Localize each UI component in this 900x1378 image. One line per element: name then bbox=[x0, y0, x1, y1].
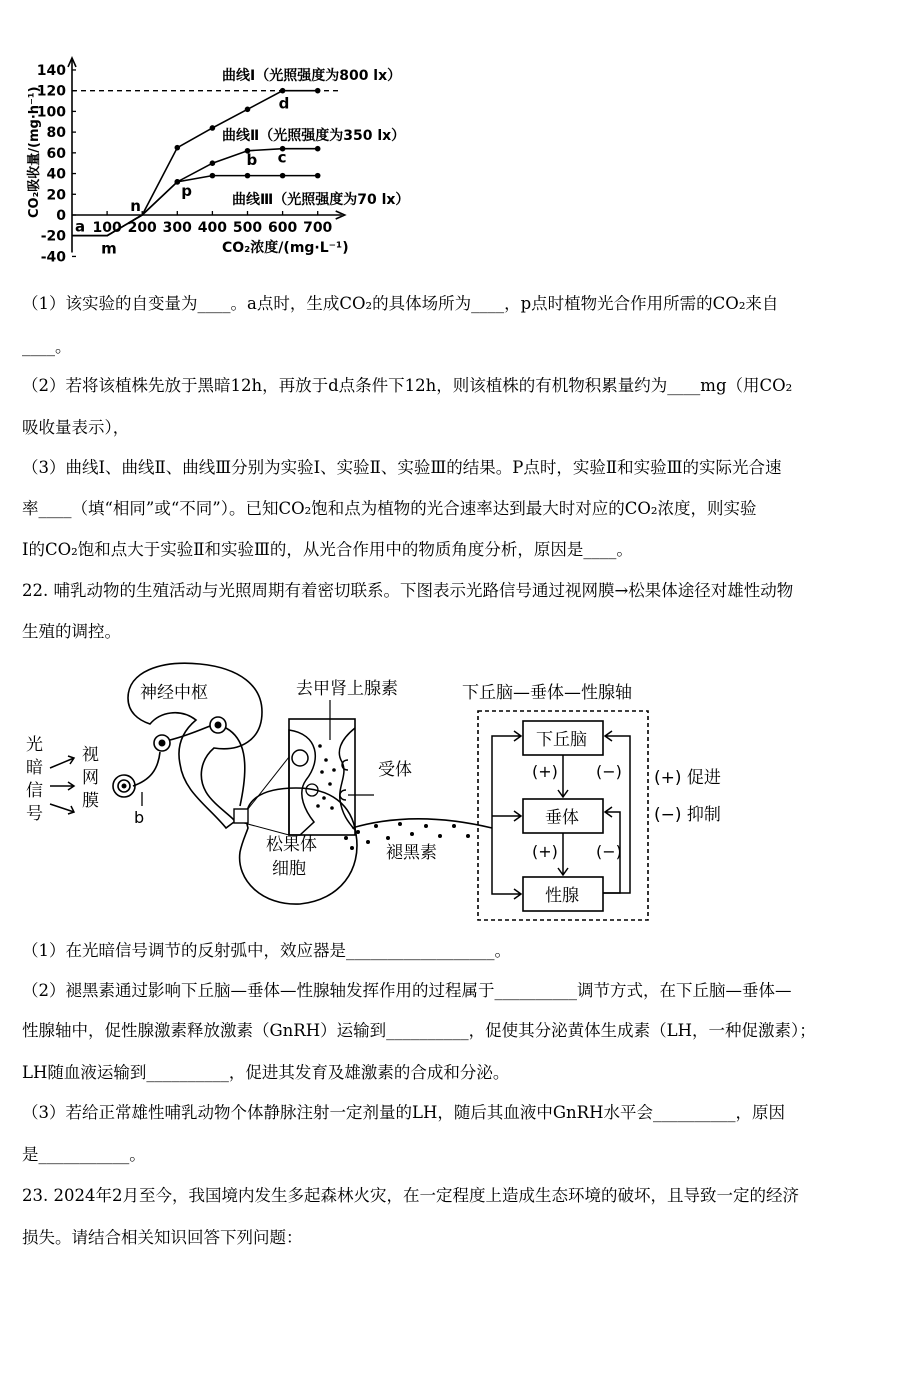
x-tick-label: 400 bbox=[197, 220, 228, 236]
x-tick-label: 300 bbox=[162, 220, 192, 236]
q21-line4: 吸收量表示）， bbox=[22, 418, 130, 437]
melatonin-label: 褪黑素 bbox=[386, 843, 437, 863]
chart-plot-area bbox=[37, 58, 345, 265]
legend-inhibit: (−) 抑制 bbox=[654, 805, 721, 825]
x-tick-label: 200 bbox=[127, 220, 157, 236]
x-tick-label: 100 bbox=[92, 220, 122, 236]
b-label: b bbox=[134, 808, 145, 827]
point-label-a: a bbox=[75, 217, 86, 236]
hpg-axis-title: 下丘脑—垂体—性腺轴 bbox=[462, 683, 632, 703]
x-axis-label: CO₂浓度/(mg·L⁻¹) bbox=[222, 240, 349, 256]
nerve-fiber-1 bbox=[133, 752, 160, 786]
q22-line3: （1）在光暗信号调节的反射弧中，效应器是__________________。 bbox=[22, 941, 511, 960]
x-tick-label: 500 bbox=[232, 220, 263, 236]
minus-2: (−) bbox=[596, 842, 622, 861]
postsynaptic-membrane bbox=[339, 728, 355, 830]
y-tick-label: 140 bbox=[36, 62, 66, 79]
q21-line1: （1）该实验的自变量为____。a点时，生成CO₂的具体场所为____，p点时植物光合作用所需的CO₂来自 bbox=[22, 294, 779, 313]
q23-line1: 23. 2024年2月至今，我国境内发生多起森林火灾，在一定程度上造成生态环境的破坏，且导致一定的经济 bbox=[22, 1186, 799, 1205]
nerve-fiber-3 bbox=[226, 728, 245, 806]
series-3-point bbox=[175, 179, 181, 185]
point-label-n: n bbox=[130, 197, 141, 215]
y-tick-label: 60 bbox=[46, 145, 66, 162]
pineal-cell-label: 细胞 bbox=[272, 859, 306, 879]
point-label-b: b bbox=[246, 150, 258, 169]
presynaptic-terminal bbox=[289, 730, 315, 835]
pineal-label: 松果体 bbox=[266, 835, 317, 855]
eye-pupil bbox=[122, 784, 127, 789]
q21-line7: Ⅰ的CO₂饱和点大于实验Ⅱ和实验Ⅲ的，从光合作用中的物质角度分析，原因是____。 bbox=[22, 540, 633, 559]
synapse-zoom-line-1 bbox=[248, 757, 289, 809]
series-1-point bbox=[245, 107, 251, 113]
q21-line2: ____。 bbox=[22, 337, 72, 356]
q22-line1: 22. 哺乳动物的生殖活动与光照周期有着密切联系。下图表示光路信号通过视网膜→松果体途径对雄性动物 bbox=[22, 581, 794, 600]
series-2-point bbox=[210, 160, 216, 166]
q22-line7: （3）若给正常雄性哺乳动物个体静脉注射一定剂量的LH，随后其血液中GnRH水平会__________，原因 bbox=[22, 1103, 785, 1122]
q22-line8: 是___________。 bbox=[22, 1145, 146, 1164]
x-tick-label: 700 bbox=[303, 220, 333, 236]
pineal-pathway-diagram bbox=[0, 655, 760, 930]
plus-1: (+) bbox=[532, 762, 558, 781]
q21-line5: （3）曲线Ⅰ、曲线Ⅱ、曲线Ⅲ分别为实验Ⅰ、实验Ⅱ、实验Ⅲ的结果。P点时，实验Ⅱ和实验Ⅲ的实际光合速 bbox=[22, 458, 782, 477]
synapse-zoom-line-2 bbox=[244, 823, 289, 835]
retina-label bbox=[82, 745, 99, 811]
q22-line4: （2）褪黑素通过影响下丘脑—垂体—性腺轴发挥作用的过程属于__________调节方式，在下丘脑—垂体— bbox=[22, 981, 792, 1000]
x-tick-label: 600 bbox=[267, 220, 298, 236]
q22-line5: 性腺轴中，促性腺激素释放激素（GnRH）运输到__________，促使其分泌黄体生成素（LH，一种促激素）； bbox=[22, 1021, 816, 1040]
curve1-label: 曲线Ⅰ（光照强度为800 lx） bbox=[222, 68, 402, 84]
plus-2: (+) bbox=[532, 842, 558, 861]
hypothalamus-label: 下丘脑 bbox=[536, 730, 587, 750]
nerve-fiber-2 bbox=[170, 726, 210, 740]
series-3-point bbox=[280, 173, 286, 179]
point-label-m: m bbox=[101, 239, 117, 258]
series-3-point bbox=[210, 173, 216, 179]
q21-line6: 率____（填“相同”或“不同”）。已知CO₂饱和点为植物的光合速率达到最大时对应的CO₂浓度，则实验 bbox=[22, 499, 757, 518]
gonad-label: 性腺 bbox=[545, 886, 579, 906]
y-tick-label: 100 bbox=[36, 104, 66, 121]
y-tick-label: -40 bbox=[40, 249, 66, 266]
legend-promote: (+) 促进 bbox=[654, 768, 721, 788]
series-2-point bbox=[315, 146, 321, 152]
curve2-label: 曲线Ⅱ（光照强度为350 lx） bbox=[222, 128, 406, 144]
svg-text:视: 视 bbox=[82, 745, 99, 765]
series-3-point bbox=[245, 173, 251, 179]
neuron-1-nucleus bbox=[159, 740, 166, 747]
signal-arrows bbox=[50, 756, 74, 814]
series-1-point bbox=[315, 88, 321, 94]
y-tick-label: 0 bbox=[56, 208, 66, 224]
series-1-point bbox=[175, 145, 181, 151]
curve3-label: 曲线Ⅲ（光照强度为70 lx） bbox=[232, 192, 410, 208]
y-tick-label: 40 bbox=[46, 166, 66, 183]
synapse-box bbox=[234, 809, 248, 823]
pituitary-label: 垂体 bbox=[545, 808, 579, 828]
svg-text:光: 光 bbox=[26, 735, 43, 755]
series-1-point bbox=[210, 125, 216, 131]
brain-label: 神经中枢 bbox=[140, 683, 208, 703]
co2-chart bbox=[0, 50, 460, 270]
y-tick-label: 80 bbox=[46, 125, 66, 142]
point-label-p: p bbox=[181, 181, 193, 200]
y-axis-label: CO₂吸收量/(mg·h⁻¹) bbox=[27, 86, 42, 218]
vesicle-1 bbox=[292, 750, 308, 766]
series-3-point bbox=[315, 173, 321, 179]
norepinephrine-label: 去甲肾上腺素 bbox=[296, 679, 398, 699]
svg-text:膜: 膜 bbox=[82, 791, 99, 811]
minus-1: (−) bbox=[596, 762, 622, 781]
point-label-c: c bbox=[277, 148, 287, 167]
q23-line2: 损失。请结合相关知识回答下列问题： bbox=[22, 1228, 303, 1247]
q22-line6: LH随血液运输到__________，促进其发育及雄激素的合成和分泌。 bbox=[22, 1063, 510, 1082]
q21-line3: （2）若将该植株先放于黑暗12h，再放于d点条件下12h，则该植株的有机物积累量约为____mg（用CO₂ bbox=[22, 376, 793, 395]
light-dark-signal-label bbox=[26, 735, 43, 824]
receptor-label: 受体 bbox=[378, 760, 412, 780]
svg-text:暗: 暗 bbox=[26, 758, 43, 778]
series-1-point bbox=[280, 88, 286, 94]
svg-text:号: 号 bbox=[26, 804, 43, 824]
transmitter-dots bbox=[316, 744, 336, 810]
svg-text:网: 网 bbox=[82, 768, 99, 788]
y-tick-label: 20 bbox=[46, 187, 66, 204]
svg-text:信: 信 bbox=[26, 781, 43, 801]
neuron-2-nucleus bbox=[215, 722, 222, 729]
y-tick-label: -20 bbox=[40, 228, 66, 245]
point-label-d: d bbox=[278, 94, 290, 113]
q22-line2: 生殖的调控。 bbox=[22, 622, 121, 641]
melatonin-pathway bbox=[352, 819, 492, 828]
y-tick-label: 120 bbox=[36, 83, 66, 100]
